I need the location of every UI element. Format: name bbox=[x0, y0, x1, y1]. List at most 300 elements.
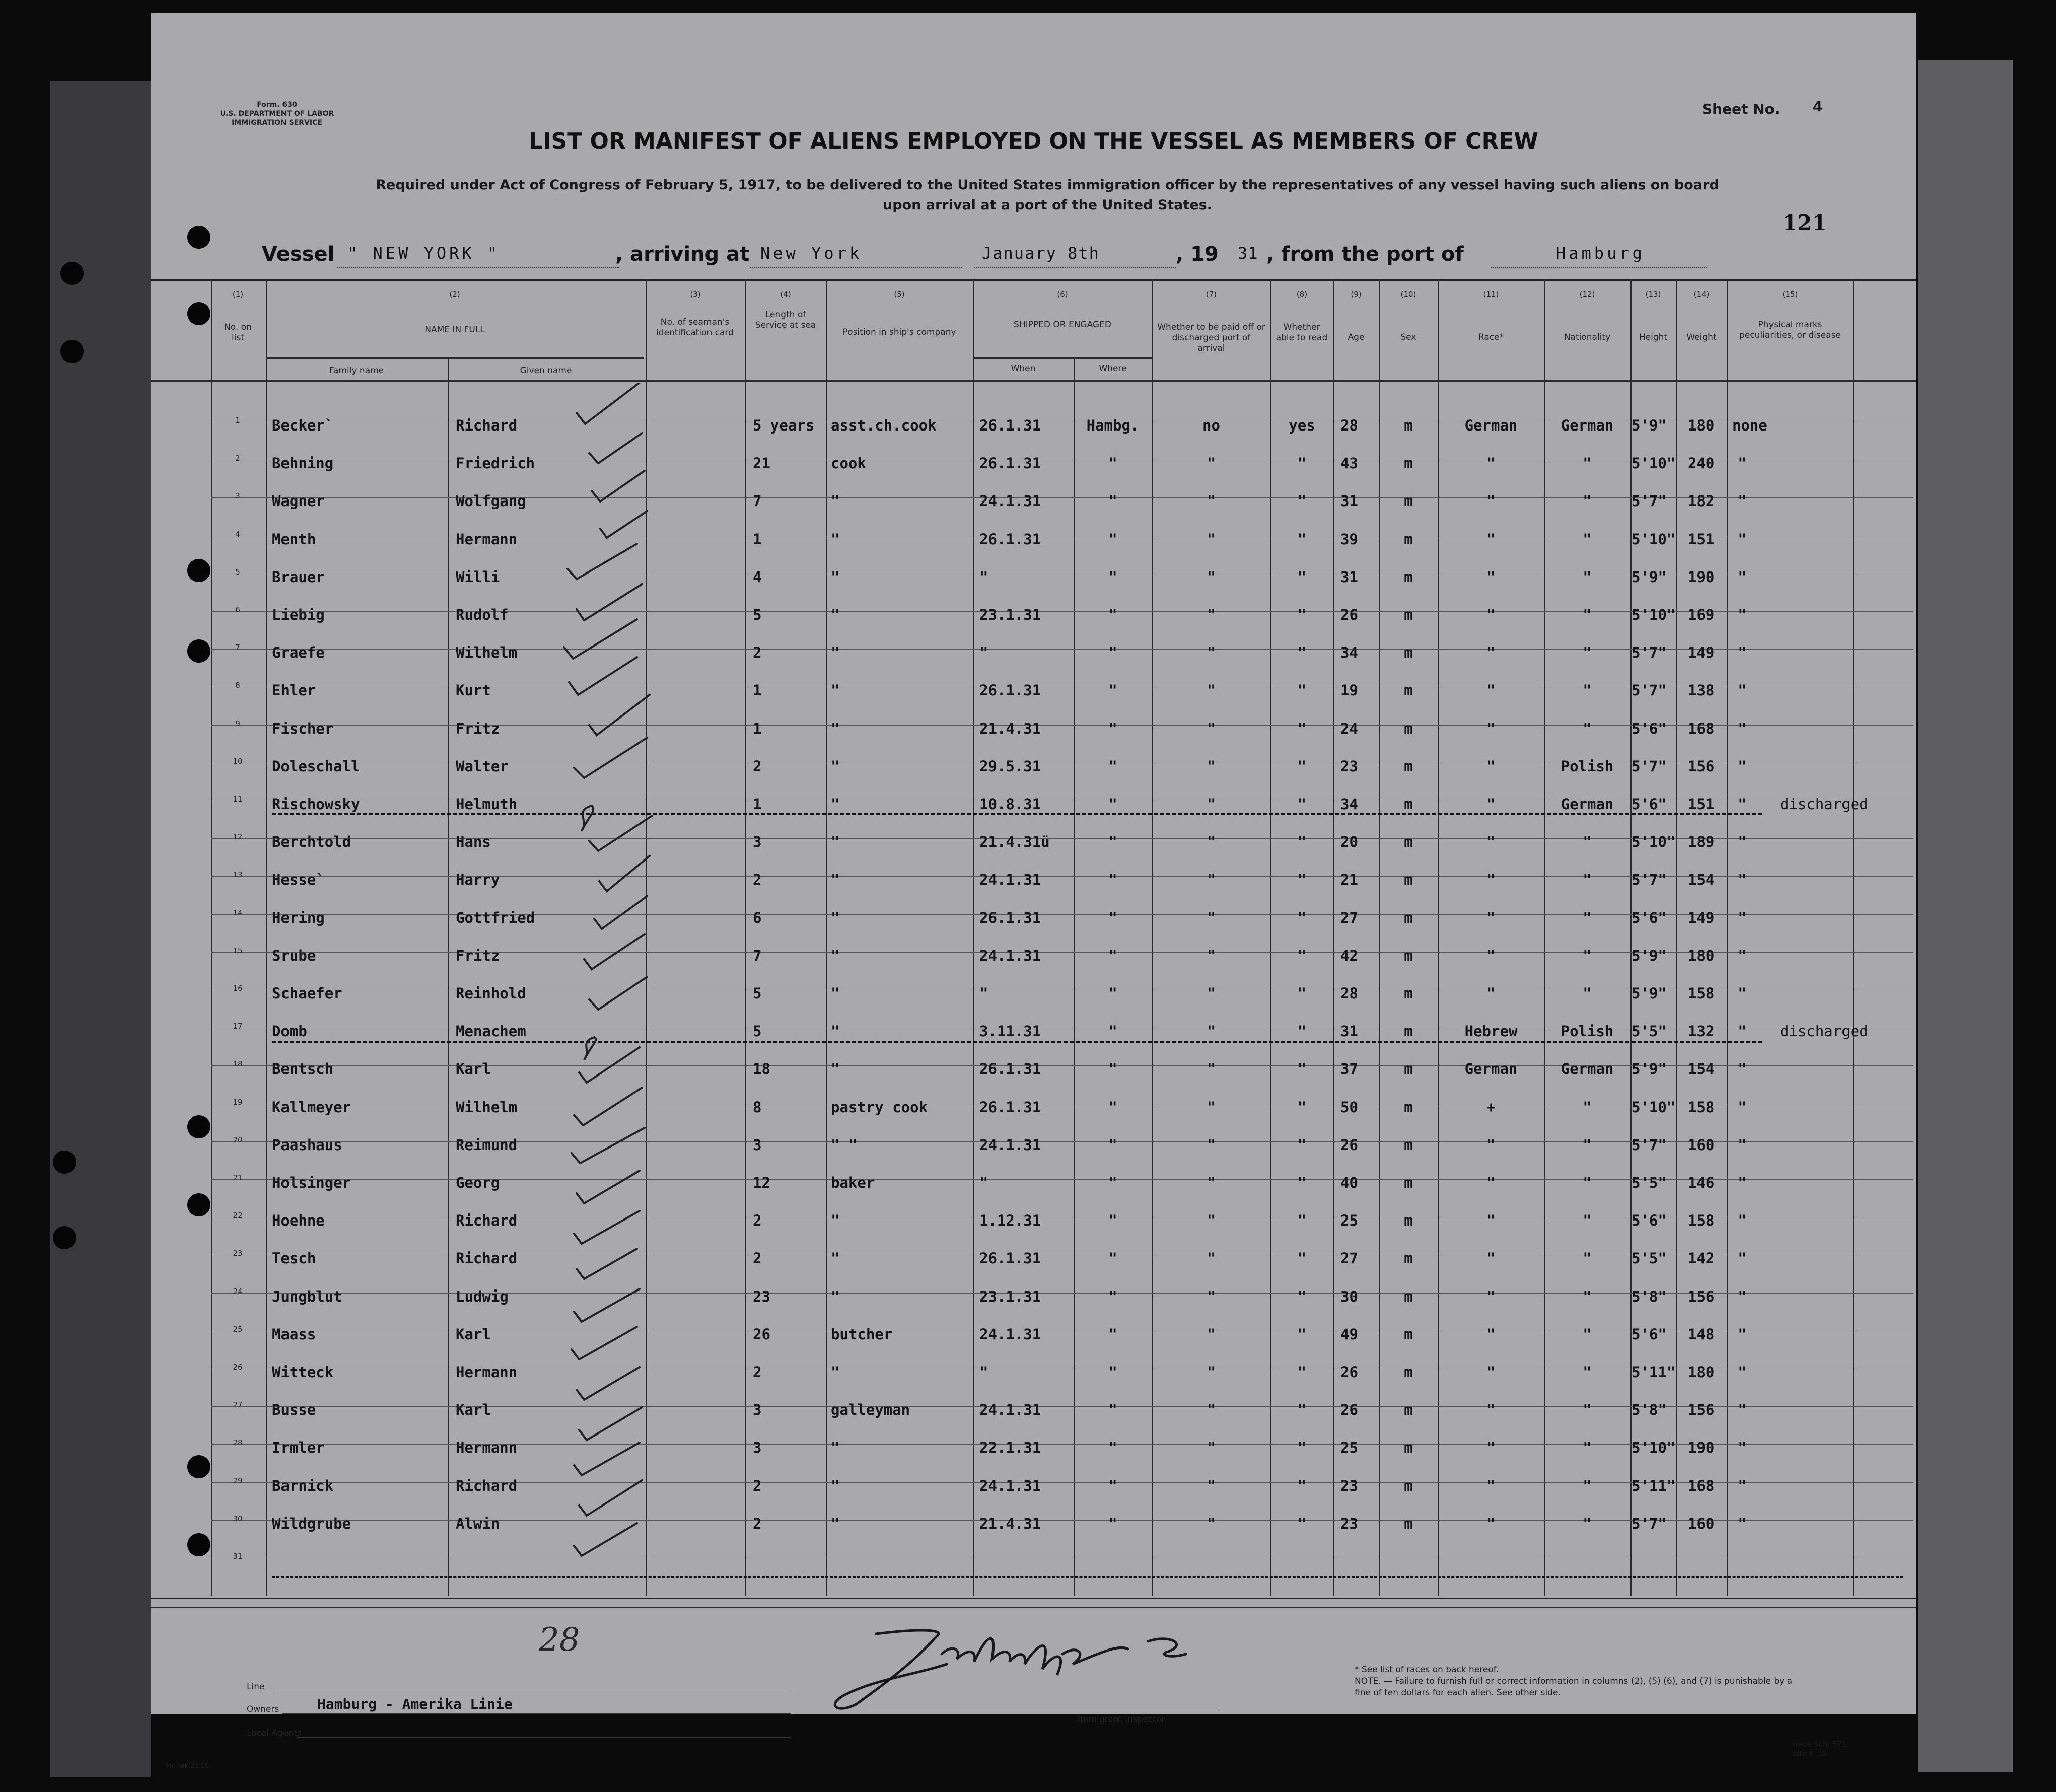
cell-when: 10.8.31 bbox=[979, 796, 1041, 813]
cell-weight: 156 bbox=[1688, 758, 1715, 775]
col-num-5: (5) bbox=[894, 290, 905, 299]
cell-race: " bbox=[1486, 1515, 1496, 1532]
cell-read: " bbox=[1297, 1364, 1307, 1381]
sheet-number-value: 4 bbox=[1813, 98, 1823, 115]
cell-when: 21.4.31 bbox=[979, 1515, 1041, 1532]
cell-when: 29.5.31 bbox=[979, 758, 1041, 775]
cell-family: Domb bbox=[272, 1023, 307, 1040]
cell-nationality: " bbox=[1583, 492, 1592, 510]
row-number: 6 bbox=[235, 605, 240, 614]
cell-age: 43 bbox=[1340, 455, 1358, 472]
cell-sex: m bbox=[1404, 1023, 1413, 1040]
cell-read: " bbox=[1297, 1212, 1307, 1229]
cell-service: 2 bbox=[753, 1364, 762, 1381]
cell-position: " bbox=[831, 758, 840, 775]
form-number: Form. 630 bbox=[257, 101, 297, 109]
cell-when: 24.1.31 bbox=[979, 1326, 1041, 1343]
cell-nationality: " bbox=[1583, 909, 1592, 926]
cell-position: " bbox=[831, 985, 840, 1002]
cell-race: + bbox=[1486, 1099, 1496, 1116]
cell-nationality: " bbox=[1583, 1364, 1592, 1381]
cell-weight: 138 bbox=[1688, 682, 1715, 699]
cell-paid: " bbox=[1207, 1060, 1216, 1078]
cell-service: 1 bbox=[753, 682, 762, 699]
binder-hole bbox=[53, 1226, 76, 1249]
cell-race: " bbox=[1486, 644, 1496, 661]
cell-where: " bbox=[1108, 1099, 1117, 1116]
cell-marks: " bbox=[1738, 455, 1747, 472]
cell-weight: 190 bbox=[1688, 568, 1715, 586]
cell-read: " bbox=[1297, 833, 1307, 850]
footer-divider bbox=[151, 1607, 1916, 1608]
cell-race: " bbox=[1486, 492, 1496, 510]
cell-race: Hebrew bbox=[1464, 1023, 1518, 1040]
name-subheader-divider bbox=[266, 357, 644, 359]
cell-service: 2 bbox=[753, 1212, 762, 1229]
cell-position: cook bbox=[831, 455, 866, 472]
cell-service: 3 bbox=[753, 1136, 762, 1154]
header-race: Race* bbox=[1478, 332, 1504, 342]
shipped-subheader-divider bbox=[973, 357, 1152, 359]
cell-where: Hambg. bbox=[1086, 417, 1140, 434]
cell-sex: m bbox=[1404, 682, 1413, 699]
cell-race: " bbox=[1486, 1439, 1496, 1456]
col-num-12: (12) bbox=[1579, 290, 1595, 299]
cell-height: 5'11" bbox=[1632, 1364, 1676, 1381]
header-age: Age bbox=[1348, 332, 1365, 342]
cell-marks: " bbox=[1738, 1136, 1747, 1154]
column-rule bbox=[1676, 279, 1677, 1596]
cell-sex: m bbox=[1404, 1326, 1413, 1343]
cell-given: Wilhelm bbox=[456, 1099, 518, 1116]
cell-height: 5'9" bbox=[1632, 1060, 1667, 1078]
cell-height: 5'5" bbox=[1632, 1174, 1667, 1191]
cell-paid: " bbox=[1207, 606, 1216, 623]
cell-given: Willi bbox=[456, 568, 500, 586]
cell-nationality: " bbox=[1583, 455, 1592, 472]
cell-paid: " bbox=[1207, 1401, 1216, 1418]
strike-row-17 bbox=[272, 1041, 1762, 1043]
cell-sex: m bbox=[1404, 644, 1413, 661]
cell-marks: " bbox=[1738, 1212, 1747, 1229]
cell-read: yes bbox=[1289, 417, 1315, 434]
cell-given: Ludwig bbox=[456, 1288, 509, 1305]
cell-weight: 169 bbox=[1688, 606, 1715, 623]
cell-where: " bbox=[1108, 682, 1117, 699]
cell-when: 24.1.31 bbox=[979, 1477, 1041, 1494]
row-number: 16 bbox=[233, 984, 243, 993]
cell-sex: m bbox=[1404, 1174, 1413, 1191]
cell-service: 8 bbox=[753, 1099, 762, 1116]
cell-where: " bbox=[1108, 833, 1117, 850]
cell-age: 31 bbox=[1340, 1023, 1358, 1040]
cell-weight: 154 bbox=[1688, 871, 1715, 888]
cell-race: " bbox=[1486, 720, 1496, 737]
cell-read: " bbox=[1297, 531, 1307, 548]
cell-where: " bbox=[1108, 720, 1117, 737]
cell-height: 5'6" bbox=[1632, 909, 1667, 926]
cell-when: 26.1.31 bbox=[979, 455, 1041, 472]
sheet-number-label: Sheet No. bbox=[1702, 101, 1780, 117]
column-rule bbox=[1630, 279, 1632, 1596]
cell-paid: " bbox=[1207, 758, 1216, 775]
cell-service: 23 bbox=[753, 1288, 770, 1305]
cell-sex: m bbox=[1404, 455, 1413, 472]
cell-position: " bbox=[831, 1250, 840, 1267]
cell-read: " bbox=[1297, 644, 1307, 661]
check-marks bbox=[554, 383, 665, 1571]
cell-when: 23.1.31 bbox=[979, 1288, 1041, 1305]
cell-nationality: " bbox=[1583, 985, 1592, 1002]
cell-height: 5'9" bbox=[1632, 568, 1667, 586]
cell-nationality: " bbox=[1583, 606, 1592, 623]
cell-paid: " bbox=[1207, 531, 1216, 548]
column-rule bbox=[826, 279, 827, 1596]
cell-given: Fritz bbox=[456, 720, 500, 737]
cell-race: " bbox=[1486, 1250, 1496, 1267]
cell-family: Behning bbox=[272, 455, 334, 472]
cell-nationality: German bbox=[1561, 417, 1614, 434]
row-number: 12 bbox=[233, 832, 243, 841]
cell-race: " bbox=[1486, 1174, 1496, 1191]
cell-race: " bbox=[1486, 871, 1496, 888]
cell-height: 5'10" bbox=[1632, 1099, 1676, 1116]
cell-service: 7 bbox=[753, 947, 762, 964]
arriving-label: , arriving at bbox=[615, 243, 750, 266]
cell-when: 23.1.31 bbox=[979, 606, 1041, 623]
cell-age: 49 bbox=[1340, 1326, 1358, 1343]
cell-given: Richard bbox=[456, 1250, 518, 1267]
cell-weight: 189 bbox=[1688, 833, 1715, 850]
cell-when: " bbox=[979, 985, 988, 1002]
cell-height: 5'7" bbox=[1632, 644, 1667, 661]
cell-where: " bbox=[1108, 492, 1117, 510]
cell-age: 27 bbox=[1340, 909, 1358, 926]
cell-marks: " bbox=[1738, 985, 1747, 1002]
cell-where: " bbox=[1108, 796, 1117, 813]
header-read: Whether able to read bbox=[1275, 322, 1328, 343]
cell-where: " bbox=[1108, 947, 1117, 964]
header-paid-off: Whether to be paid off or discharged port of arrival bbox=[1157, 322, 1265, 353]
cell-weight: 160 bbox=[1688, 1136, 1715, 1154]
row-number: 25 bbox=[233, 1325, 243, 1334]
row-31-dashes bbox=[272, 1576, 1903, 1578]
cell-nationality: " bbox=[1583, 1326, 1592, 1343]
cell-paid: " bbox=[1207, 1174, 1216, 1191]
cell-race: " bbox=[1486, 985, 1496, 1002]
cell-read: " bbox=[1297, 720, 1307, 737]
cell-position: " bbox=[831, 720, 840, 737]
row-number: 18 bbox=[233, 1059, 243, 1068]
arrival-date: January 8th bbox=[982, 244, 1100, 263]
row-number: 28 bbox=[233, 1438, 243, 1447]
cell-sex: m bbox=[1404, 1136, 1413, 1154]
manifest-title: LIST OR MANIFEST OF ALIENS EMPLOYED ON THE VESSEL AS MEMBERS OF CREW bbox=[529, 128, 1538, 154]
cell-weight: 180 bbox=[1688, 417, 1715, 434]
cell-height: 5'8" bbox=[1632, 1401, 1667, 1418]
cell-nationality: " bbox=[1583, 1250, 1592, 1267]
cell-sex: m bbox=[1404, 720, 1413, 737]
cell-age: 50 bbox=[1340, 1099, 1358, 1116]
header-given-name: Given name bbox=[520, 366, 572, 376]
cell-race: " bbox=[1486, 682, 1496, 699]
cell-sex: m bbox=[1404, 1250, 1413, 1267]
cell-position: " bbox=[831, 1439, 840, 1456]
cell-family: Menth bbox=[272, 531, 316, 548]
cell-age: 34 bbox=[1340, 644, 1358, 661]
cell-position: " bbox=[831, 492, 840, 510]
column-rule bbox=[1727, 279, 1728, 1596]
cell-read: " bbox=[1297, 568, 1307, 586]
row-number: 29 bbox=[233, 1476, 243, 1485]
cell-marks: " bbox=[1738, 531, 1747, 548]
cell-read: " bbox=[1297, 871, 1307, 888]
cell-race: " bbox=[1486, 1401, 1496, 1418]
cell-nationality: " bbox=[1583, 1212, 1592, 1229]
cell-marks: " bbox=[1738, 1250, 1747, 1267]
cell-given: Menachem bbox=[456, 1023, 526, 1040]
cell-height: 5'10" bbox=[1632, 1439, 1676, 1456]
cell-marks: " bbox=[1738, 606, 1747, 623]
col-num-7: (7) bbox=[1206, 290, 1217, 299]
column-rule bbox=[211, 279, 212, 1596]
row-number: 1 bbox=[235, 416, 240, 425]
row-number: 31 bbox=[233, 1552, 243, 1561]
year-prefix: , 19 bbox=[1176, 243, 1219, 266]
cell-service: 2 bbox=[753, 1477, 762, 1494]
cell-where: " bbox=[1108, 606, 1117, 623]
cell-weight: 132 bbox=[1688, 1023, 1715, 1040]
row-number: 14 bbox=[233, 908, 243, 917]
department-name: U.S. DEPARTMENT OF LABOR bbox=[220, 110, 334, 118]
cell-nationality: " bbox=[1583, 720, 1592, 737]
header-shipped: SHIPPED OR ENGAGED bbox=[1014, 320, 1111, 330]
cell-position: " " bbox=[831, 1136, 858, 1154]
cell-height: 5'7" bbox=[1632, 758, 1667, 775]
cell-age: 23 bbox=[1340, 1477, 1358, 1494]
header-nationality: Nationality bbox=[1564, 332, 1611, 342]
cell-family: Srube bbox=[272, 947, 316, 964]
local-agents-underline bbox=[297, 1737, 791, 1738]
strike-row-11 bbox=[272, 813, 1762, 815]
cell-age: 23 bbox=[1340, 1515, 1358, 1532]
cell-when: " bbox=[979, 1174, 988, 1191]
cell-where: " bbox=[1108, 871, 1117, 888]
cell-height: 5'10" bbox=[1632, 455, 1676, 472]
row-number: 20 bbox=[233, 1135, 243, 1144]
cell-paid: " bbox=[1207, 1326, 1216, 1343]
binder-hole bbox=[60, 340, 84, 363]
cell-weight: 149 bbox=[1688, 644, 1715, 661]
cell-family: Hesse` bbox=[272, 871, 325, 888]
cell-paid: " bbox=[1207, 1136, 1216, 1154]
tally-number: 28 bbox=[539, 1621, 580, 1659]
cell-family: Berchtold bbox=[272, 833, 351, 850]
cell-nationality: " bbox=[1583, 833, 1592, 850]
cell-marks: " bbox=[1738, 909, 1747, 926]
cell-sex: m bbox=[1404, 758, 1413, 775]
cell-age: 26 bbox=[1340, 1364, 1358, 1381]
cell-read: " bbox=[1297, 1023, 1307, 1040]
cell-weight: 158 bbox=[1688, 1212, 1715, 1229]
cell-when: 1.12.31 bbox=[979, 1212, 1041, 1229]
cell-read: " bbox=[1297, 1515, 1307, 1532]
cell-height: 5'6" bbox=[1632, 796, 1667, 813]
cell-when: " bbox=[979, 568, 988, 586]
cell-given: Hans bbox=[456, 833, 491, 850]
cell-given: Hermann bbox=[456, 1439, 518, 1456]
inspector-signature bbox=[816, 1614, 1198, 1714]
cell-nationality: German bbox=[1561, 796, 1614, 813]
cell-given: Georg bbox=[456, 1174, 500, 1191]
cell-read: " bbox=[1297, 1099, 1307, 1116]
cell-marks: " bbox=[1738, 1326, 1747, 1343]
cell-marks: " bbox=[1738, 1288, 1747, 1305]
cell-given: Reinhold bbox=[456, 985, 526, 1002]
row-number: 26 bbox=[233, 1363, 243, 1372]
row-number: 21 bbox=[233, 1173, 243, 1182]
row-number: 7 bbox=[235, 643, 240, 652]
cell-family: Paashaus bbox=[272, 1136, 342, 1154]
cell-service: 26 bbox=[753, 1326, 770, 1343]
cell-marks: " bbox=[1738, 720, 1747, 737]
cell-height: 5'7" bbox=[1632, 492, 1667, 510]
cell-age: 20 bbox=[1340, 833, 1358, 850]
row-number: 24 bbox=[233, 1287, 243, 1296]
cell-nationality: " bbox=[1583, 947, 1592, 964]
cell-when: 26.1.31 bbox=[979, 531, 1041, 548]
col-num-11: (11) bbox=[1483, 290, 1499, 299]
owners-label: Owners bbox=[247, 1704, 279, 1714]
cell-service: 5 bbox=[753, 985, 762, 1002]
cell-service: 18 bbox=[753, 1060, 770, 1078]
cell-race: " bbox=[1486, 796, 1496, 813]
cell-service: 2 bbox=[753, 1515, 762, 1532]
cell-family: Irmler bbox=[272, 1439, 325, 1456]
vessel-name: " NEW YORK " bbox=[347, 244, 501, 263]
row-number: 5 bbox=[235, 567, 240, 577]
cell-sex: m bbox=[1404, 833, 1413, 850]
cell-when: 26.1.31 bbox=[979, 682, 1041, 699]
cell-sex: m bbox=[1404, 1364, 1413, 1381]
cell-given: Richard bbox=[456, 1477, 518, 1494]
cell-when: 24.1.31 bbox=[979, 492, 1041, 510]
cell-service: 7 bbox=[753, 492, 762, 510]
cell-given: Kurt bbox=[456, 682, 491, 699]
line-label: Line bbox=[247, 1682, 265, 1692]
header-marks: Physical marks peculiarities, or disease bbox=[1739, 320, 1841, 340]
cell-where: " bbox=[1108, 531, 1117, 548]
cell-given: Richard bbox=[456, 1212, 518, 1229]
cell-position: " bbox=[831, 1288, 840, 1305]
cell-paid: " bbox=[1207, 947, 1216, 964]
cell-age: 42 bbox=[1340, 947, 1358, 964]
cell-marks: " bbox=[1738, 1515, 1747, 1532]
cell-nationality: " bbox=[1583, 871, 1592, 888]
cell-given: Karl bbox=[456, 1060, 491, 1078]
cell-given: Wolfgang bbox=[456, 492, 526, 510]
cell-paid: " bbox=[1207, 568, 1216, 586]
cell-weight: 180 bbox=[1688, 1364, 1715, 1381]
cell-family: Jungblut bbox=[272, 1288, 342, 1305]
cell-position: " bbox=[831, 871, 840, 888]
cell-marks: " bbox=[1738, 1401, 1747, 1418]
cell-read: " bbox=[1297, 492, 1307, 510]
cell-nationality: " bbox=[1583, 1439, 1592, 1456]
row-number: 8 bbox=[235, 681, 240, 690]
cell-note: discharged bbox=[1780, 796, 1868, 813]
cell-marks: " bbox=[1738, 1060, 1747, 1078]
row-number: 23 bbox=[233, 1249, 243, 1258]
column-rule bbox=[1438, 279, 1439, 1596]
manifest-subtitle: Required under Act of Congress of February 5, 1917, to be delivered to the United States immigration officer by the representatives of any vessel having such aliens on board upon arrival at a port of the United States. bbox=[376, 177, 1719, 213]
col-num-14: (14) bbox=[1693, 290, 1710, 299]
cell-family: Bentsch bbox=[272, 1060, 334, 1078]
cell-weight: 168 bbox=[1688, 720, 1715, 737]
col-num-2: (2) bbox=[449, 290, 460, 299]
cell-age: 37 bbox=[1340, 1060, 1358, 1078]
cell-family: Rischowsky bbox=[272, 796, 360, 813]
cell-sex: m bbox=[1404, 1288, 1413, 1305]
cell-family: Hoehne bbox=[272, 1212, 325, 1229]
cell-family: Doleschall bbox=[272, 758, 360, 775]
cell-where: " bbox=[1108, 1326, 1117, 1343]
cell-family: Wildgrube bbox=[272, 1515, 351, 1532]
printer-mark: Hk kak 21 16 bbox=[166, 1762, 209, 1770]
cell-where: " bbox=[1108, 1477, 1117, 1494]
cell-weight: 160 bbox=[1688, 1515, 1715, 1532]
cell-position: galleyman bbox=[831, 1401, 910, 1418]
cell-paid: " bbox=[1207, 1515, 1216, 1532]
cell-family: Brauer bbox=[272, 568, 325, 586]
cell-when: 22.1.31 bbox=[979, 1439, 1041, 1456]
cell-family: Witteck bbox=[272, 1364, 334, 1381]
cell-when: 26.1.31 bbox=[979, 417, 1041, 434]
cell-weight: 142 bbox=[1688, 1250, 1715, 1267]
cell-marks: " bbox=[1738, 644, 1747, 661]
cell-nationality: " bbox=[1583, 1477, 1592, 1494]
row-number: 19 bbox=[233, 1098, 243, 1107]
cell-race: " bbox=[1486, 568, 1496, 586]
cell-age: 24 bbox=[1340, 720, 1358, 737]
header-sex: Sex bbox=[1400, 332, 1416, 342]
cell-position: " bbox=[831, 682, 840, 699]
cell-paid: " bbox=[1207, 492, 1216, 510]
cell-where: " bbox=[1108, 1364, 1117, 1381]
cell-weight: 180 bbox=[1688, 947, 1715, 964]
cell-family: Graefe bbox=[272, 644, 325, 661]
from-port: Hamburg bbox=[1556, 244, 1645, 263]
cell-weight: 158 bbox=[1688, 985, 1715, 1002]
cell-when: 26.1.31 bbox=[979, 909, 1041, 926]
cell-service: 3 bbox=[753, 1401, 762, 1418]
cell-given: Richard bbox=[456, 417, 518, 434]
cell-service: 2 bbox=[753, 871, 762, 888]
cell-given: Walter bbox=[456, 758, 509, 775]
cell-height: 5'11" bbox=[1632, 1477, 1676, 1494]
cell-nationality: " bbox=[1583, 1401, 1592, 1418]
cell-when: 26.1.31 bbox=[979, 1250, 1041, 1267]
cell-height: 5'6" bbox=[1632, 720, 1667, 737]
corner-reference: neue Sch. 571 alte F. 58 bbox=[1793, 1740, 1847, 1758]
cell-age: 39 bbox=[1340, 531, 1358, 548]
service-name: IMMIGRATION SERVICE bbox=[232, 119, 322, 127]
row-number: 3 bbox=[235, 491, 240, 500]
col-num-15: (15) bbox=[1782, 290, 1798, 299]
cell-age: 25 bbox=[1340, 1212, 1358, 1229]
cell-position: " bbox=[831, 909, 840, 926]
cell-service: 3 bbox=[753, 833, 762, 850]
